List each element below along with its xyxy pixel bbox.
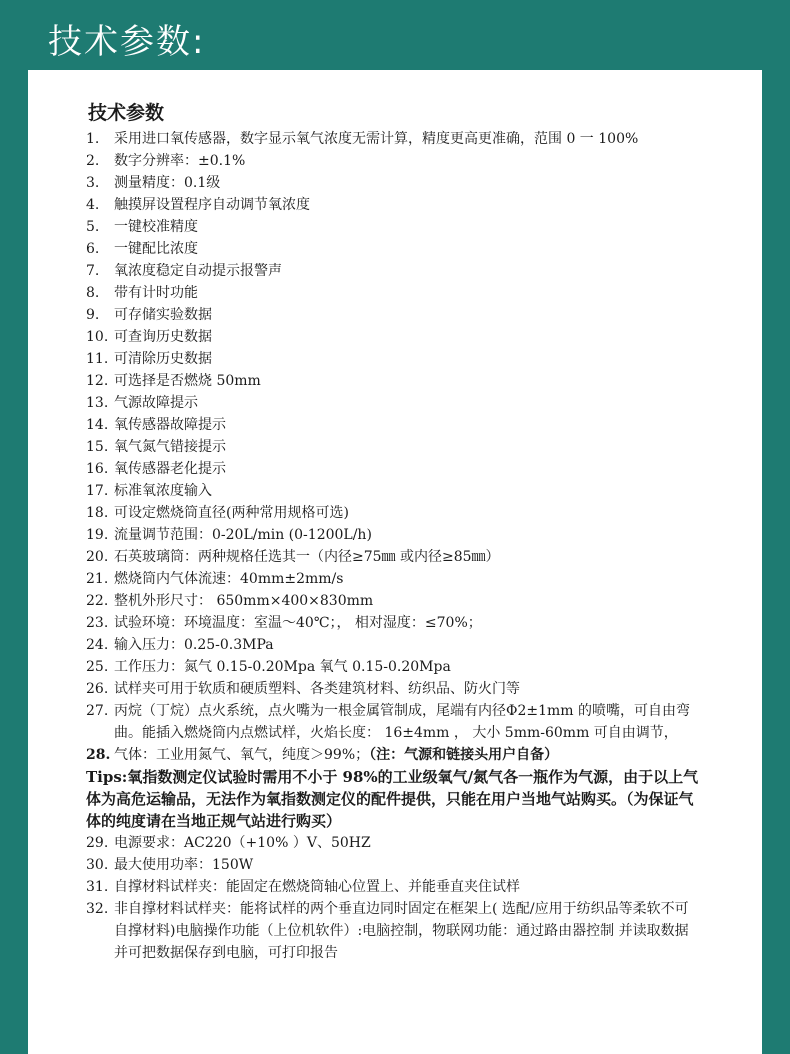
spec-item — [86, 150, 700, 172]
spec-item-text: 整机外形尺寸： 650mm×400×830mm — [114, 593, 374, 609]
spec-item-number: 4. — [86, 197, 100, 213]
spec-item — [86, 854, 700, 876]
spec-item-text: 气源故障提示 — [114, 395, 198, 411]
spec-item — [86, 414, 700, 436]
spec-item-text: 氧传感器故障提示 — [114, 417, 226, 433]
spec-item-text: 可设定燃烧筒直径(两种常用规格可选) — [114, 505, 349, 521]
spec-item-number: 12. — [86, 373, 109, 389]
spec-item-text: 一键校准精度 — [114, 219, 198, 235]
spec-item-number: 9. — [86, 307, 100, 323]
spec-item-text: 工作压力：氮气 0.15-0.20Mpa 氧气 0.15-0.20Mpa — [114, 659, 451, 675]
document-title: 技术参数 — [88, 102, 165, 124]
spec-item-text: 燃烧筒内气体流速：40mm±2mm/s — [114, 571, 344, 587]
spec-item-text: 可选择是否燃烧 50mm — [114, 373, 261, 389]
tips-note: Tips:氧指数测定仪试验时需用不小于 98%的工业级氧气/氮气各一瓶作为气源，由于以上气体为高危运输品，无法作为氧指数测定仪的配件提供，只能在用户当地气站购买。（为保证气体的纯度请在当地正规气站进行购买） — [86, 768, 699, 830]
spec-item-number: 32. — [86, 901, 109, 917]
spec-item — [86, 568, 700, 590]
spec-item-text: 可存储实验数据 — [114, 307, 212, 323]
spec-item-text: 触摸屏设置程序自动调节氧浓度 — [114, 197, 310, 213]
spec-item-number: 1. — [86, 131, 100, 147]
spec-item — [86, 172, 700, 194]
spec-item-text: 氧传感器老化提示 — [114, 461, 226, 477]
spec-item-number: 8. — [86, 285, 100, 301]
spec-item-text: 最大使用功率：150W — [114, 857, 254, 873]
spec-item-text: 非自撑材料试样夹：能将试样的两个垂直边同时固定在框架上( 选配/应用于纺织品等柔软不可自撑材料)电脑操作功能（上位机软件）:电脑控制，物联网功能：通过路由器控制 并读取数据并可把数据保存到电脑，可打印报告 — [114, 901, 689, 961]
spec-item-number: 30. — [86, 857, 109, 873]
spec-item — [86, 436, 700, 458]
spec-item-number: 11. — [86, 351, 109, 367]
spec-item-number: 14. — [86, 417, 109, 433]
spec-item — [86, 832, 700, 854]
spec-item — [86, 370, 700, 392]
spec-item-number: 28. — [86, 747, 111, 763]
spec-item — [86, 282, 700, 304]
spec-item-number: 26. — [86, 681, 109, 697]
spec-item-text: 电源要求：AC220（+10% ）V、50HZ — [114, 835, 371, 851]
spec-item-text: 自撑材料试样夹：能固定在燃烧筒轴心位置上、并能垂直夹住试样 — [114, 879, 520, 895]
spec-item — [86, 678, 700, 700]
spec-item — [86, 216, 700, 238]
header-banner — [0, 0, 790, 80]
spec-item — [86, 546, 700, 568]
spec-item-number: 3. — [86, 175, 100, 191]
spec-item-number: 24. — [86, 637, 109, 653]
spec-item-text: 测量精度：0.1级 — [114, 175, 221, 191]
spec-item-text — [114, 744, 700, 766]
spec-item-number: 31. — [86, 879, 109, 895]
spec-item-text: 试验环境：环境温度：室温～40℃；， 相对湿度：≤70%； — [114, 615, 482, 631]
spec-item — [86, 502, 700, 524]
spec-item — [86, 392, 700, 414]
spec-item — [86, 612, 700, 634]
spec-item — [86, 458, 700, 480]
spec-item — [86, 480, 700, 502]
spec-item-text: 氧浓度稳定自动提示报警声 — [114, 263, 282, 279]
spec-document — [86, 100, 700, 964]
spec-item — [86, 238, 700, 260]
spec-item-number: 17. — [86, 483, 109, 499]
spec-item — [86, 656, 700, 678]
spec-item — [86, 194, 700, 216]
spec-item-text: 数字分辨率：±0.1% — [114, 153, 246, 169]
spec-list-a — [86, 128, 700, 744]
spec-item-text: 输入压力：0.25-0.3MPa — [114, 637, 274, 653]
spec-item-number: 2. — [86, 153, 100, 169]
spec-item-text: 可查询历史数据 — [114, 329, 212, 345]
spec-item — [86, 634, 700, 656]
spec-item-number: 10. — [86, 329, 109, 345]
spec-item-number: 19. — [86, 527, 109, 543]
spec-item-number: 23. — [86, 615, 109, 631]
banner-title: 技术参数: — [48, 22, 206, 62]
spec-item-number: 7. — [86, 263, 100, 279]
spec-item-number: 15. — [86, 439, 109, 455]
spec-item — [86, 260, 700, 282]
spec-item — [86, 898, 700, 964]
spec-item — [86, 876, 700, 898]
spec-item-number: 13. — [86, 395, 109, 411]
spec-item-text: 带有计时功能 — [114, 285, 198, 301]
spec-list-b — [86, 832, 700, 964]
spec-item-text: 采用进口氧传感器，数字显示氧气浓度无需计算，精度更高更准确，范围 0 一 100% — [114, 131, 639, 147]
spec-item-text: 可清除历史数据 — [114, 351, 212, 367]
spec-item-number: 22. — [86, 593, 109, 609]
spec-item-number: 16. — [86, 461, 109, 477]
spec-item-text: 一键配比浓度 — [114, 241, 198, 257]
spec-item-number: 18. — [86, 505, 109, 521]
spec-item-number: 21. — [86, 571, 109, 587]
spec-item — [86, 348, 700, 370]
spec-item-text-normal: 气体：工业用氮气、氧气，纯度＞99%； — [114, 747, 370, 763]
spec-item-number: 29. — [86, 835, 109, 851]
spec-item — [86, 128, 700, 150]
spec-item-28 — [86, 744, 700, 766]
spec-item-text: 氧气氮气错接提示 — [114, 439, 226, 455]
spec-item-text: 试样夹可用于软质和硬质塑料、各类建筑材料、纺织品、防火门等 — [114, 681, 520, 697]
spec-item-number: 25. — [86, 659, 109, 675]
spec-item-number: 20. — [86, 549, 109, 565]
spec-item-number: 5. — [86, 219, 100, 235]
spec-item — [86, 590, 700, 612]
spec-item — [86, 304, 700, 326]
spec-item — [86, 326, 700, 348]
spec-item — [86, 700, 700, 744]
spec-item — [86, 524, 700, 546]
spec-item-text: 流量调节范围：0-20L/min (0-1200L/h) — [114, 527, 372, 543]
spec-item-text: 石英玻璃筒：两种规格任选其一（内径≥75㎜ 或内径≥85㎜） — [114, 549, 500, 565]
spec-item-number: 27. — [86, 703, 109, 719]
spec-item-number: 6. — [86, 241, 100, 257]
spec-item-note: （注：气源和链接头用户自备） — [369, 747, 559, 763]
spec-item-text: 标准氧浓度输入 — [114, 483, 212, 499]
spec-item-text: 丙烷（丁烷）点火系统，点火嘴为一根金属管制成，尾端有内径Φ2±1mm 的喷嘴，可自由弯曲。能插入燃烧筒内点燃试样，火焰长度： 16±4mm ， 大小 5mm-60mm 可自由调节， — [114, 703, 691, 741]
